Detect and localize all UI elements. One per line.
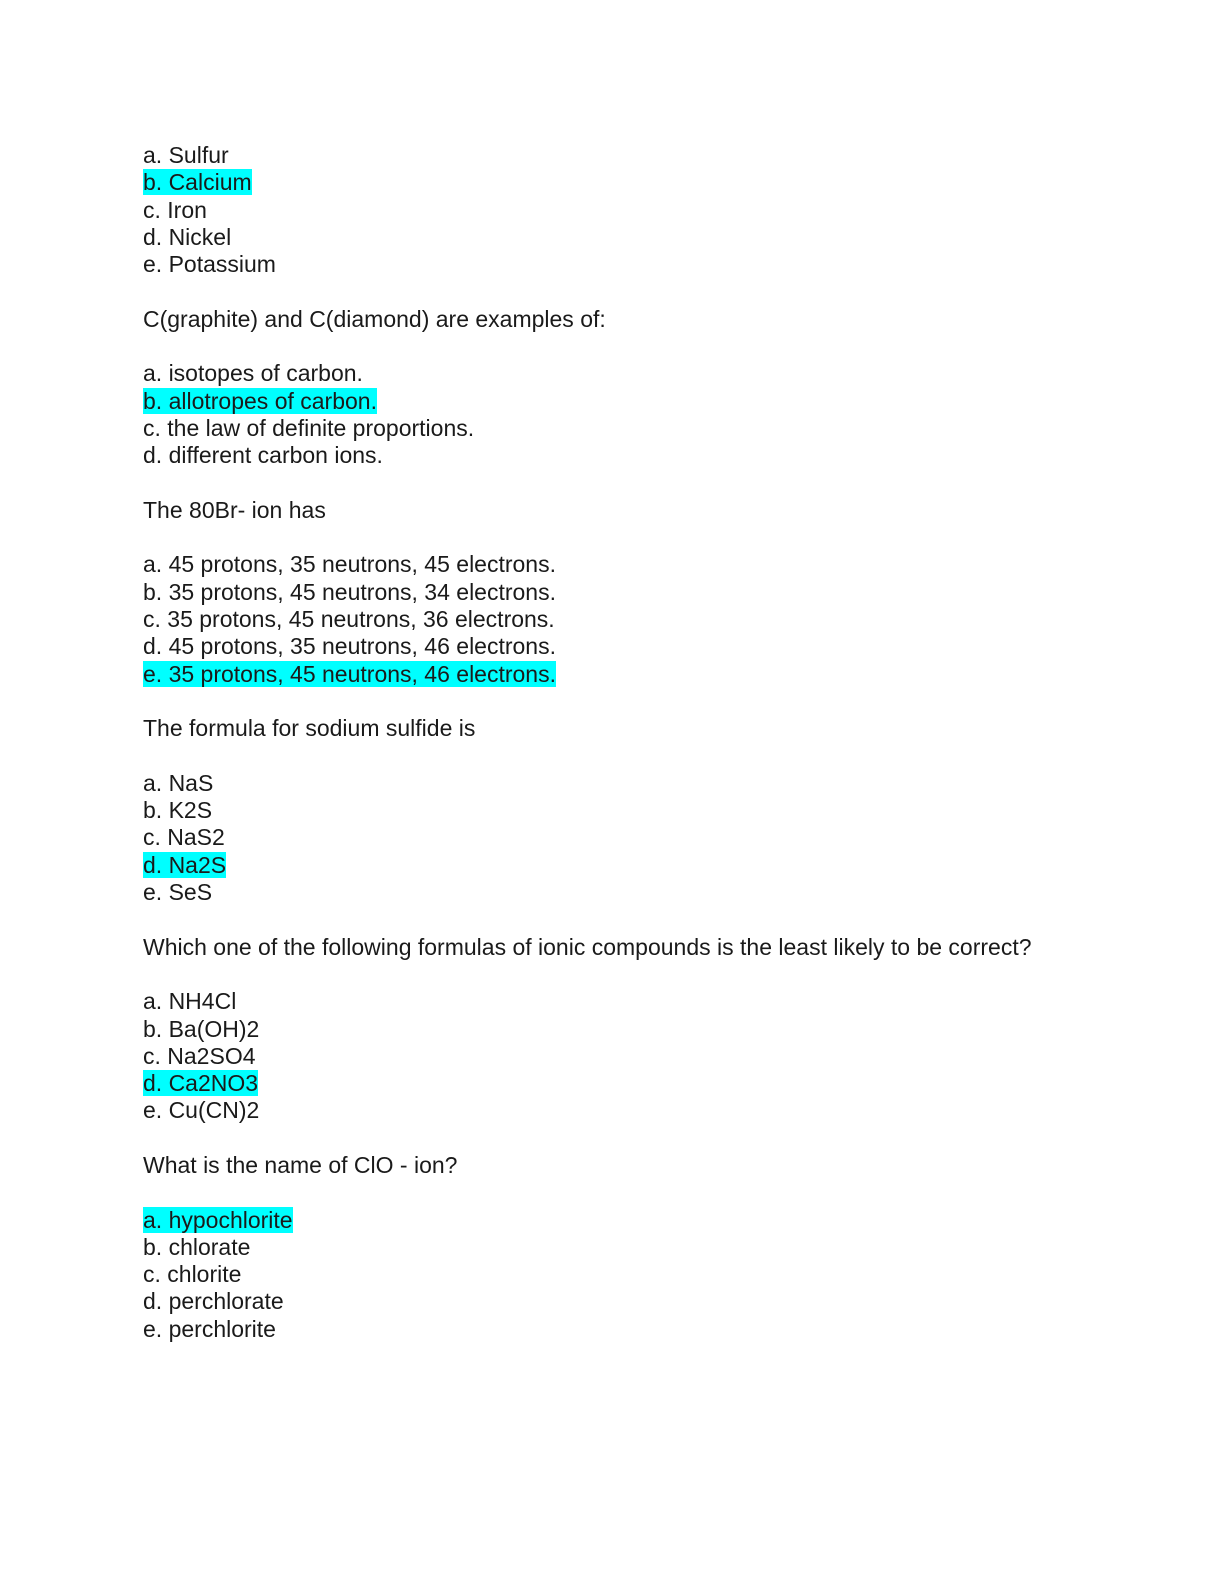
question-block xyxy=(143,142,1143,278)
option-c: c. chlorite xyxy=(143,1261,242,1288)
option-a-answer xyxy=(143,1207,1143,1234)
option-d-answer xyxy=(143,852,1143,879)
question-block xyxy=(143,497,1143,688)
answer-highlight: d. Ca2NO3 xyxy=(143,1070,259,1097)
option-c: c. the law of definite proportions. xyxy=(143,414,475,441)
option-a: a. 45 protons, 35 neutrons, 45 electrons. xyxy=(143,551,556,578)
question-text: What is the name of ClO - ion? xyxy=(143,1151,458,1178)
question-text: The 80Br- ion has xyxy=(143,496,326,523)
option-a: a. Sulfur xyxy=(143,142,229,168)
document-page xyxy=(143,142,1143,1343)
option-b: b. chlorate xyxy=(143,1233,251,1260)
option-a: a. NH4Cl xyxy=(143,988,237,1015)
answer-highlight: b. allotropes of carbon. xyxy=(143,387,377,414)
option-d: d. perchlorate xyxy=(143,1288,284,1315)
option-d-answer xyxy=(143,1070,1143,1097)
option-b: b. Ba(OH)2 xyxy=(143,1015,260,1042)
option-b-answer xyxy=(143,388,1143,415)
option-c: c. Na2SO4 xyxy=(143,1042,256,1069)
option-d: d. different carbon ions. xyxy=(143,442,383,469)
answer-highlight: d. Na2S xyxy=(143,851,227,878)
option-c: c. Iron xyxy=(143,196,207,223)
option-a: a. isotopes of carbon. xyxy=(143,360,363,387)
question-block xyxy=(143,715,1143,906)
option-e: e. Cu(CN)2 xyxy=(143,1097,260,1124)
option-d: d. 45 protons, 35 neutrons, 46 electrons. xyxy=(143,633,556,660)
option-c: c. NaS2 xyxy=(143,824,225,851)
question-block xyxy=(143,934,1143,1125)
question-text: The formula for sodium sulfide is xyxy=(143,715,476,742)
option-e-answer xyxy=(143,661,1143,688)
option-b: b. K2S xyxy=(143,797,213,824)
question-block xyxy=(143,306,1143,470)
option-c: c. 35 protons, 45 neutrons, 36 electrons. xyxy=(143,606,555,633)
question-block xyxy=(143,1152,1143,1343)
question-text: C(graphite) and C(diamond) are examples of: xyxy=(143,305,606,332)
question-text: Which one of the following formulas of ionic compounds is the least likely to be correct? xyxy=(143,933,1032,960)
option-e: e. SeS xyxy=(143,879,213,906)
option-d: d. Nickel xyxy=(143,223,232,250)
option-a: a. NaS xyxy=(143,769,214,796)
answer-highlight: a. hypochlorite xyxy=(143,1206,293,1233)
answer-highlight: b. Calcium xyxy=(143,169,252,196)
option-b-answer xyxy=(143,169,1143,196)
option-b: b. 35 protons, 45 neutrons, 34 electrons. xyxy=(143,578,556,605)
option-e: e. Potassium xyxy=(143,251,276,278)
option-e: e. perchlorite xyxy=(143,1315,276,1342)
answer-highlight: e. 35 protons, 45 neutrons, 46 electrons. xyxy=(143,660,556,687)
